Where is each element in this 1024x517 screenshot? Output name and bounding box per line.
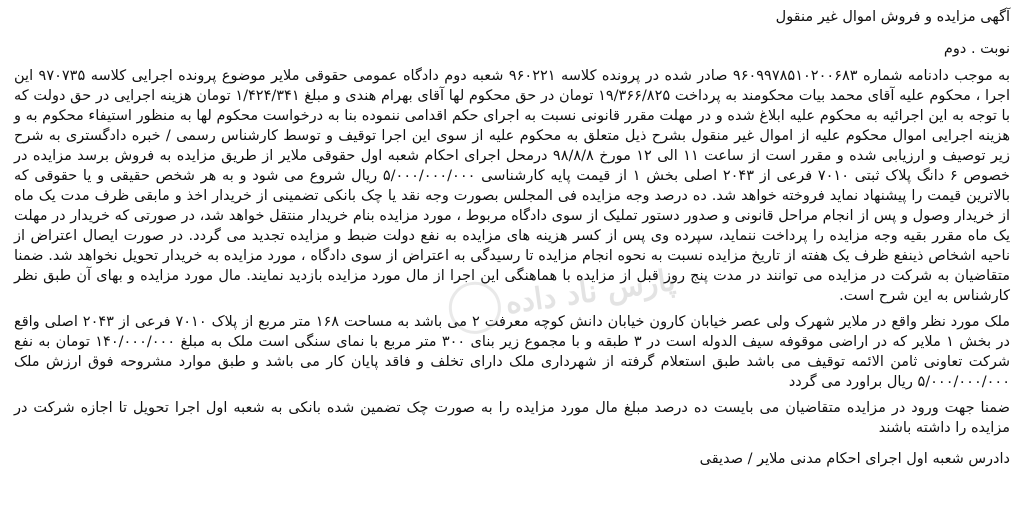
notice-title: آگهی مزایده و فروش اموال غیر منقول [775,9,1010,25]
notice-paragraph-property: ملک مورد نظر واقع در ملایر شهرک ولی عصر خیابان کارون خیابان دانش کوچه معرفت ۲ می باشد به مساحت ۱۶۸ متر مربع از پلاک ۷۰۱۰ فرعی از ۲۰۴۳ اصلی واقع در بخش ۱ ملایر که در اراضی موقوفه سیف الدوله است در ۳ طبقه و با مجموع زیر بنای ۳۰۰ متر مربع با نمای سنگی است ملک به مبلغ ۱۴۰/۰۰۰/۰۰۰ تومان به نفع شرکت تعاونی ثامن الائمه توقیف می باشد طبق استعلام گرفته از شهرداری ملک دارای تخلف و فاقد پایان کار می باشد و طبق موارد مشروحه فوق ارزش ملک ۵/۰۰۰/۰۰۰/۰۰۰ ریال براورد می گردد [14,314,1011,390]
notice-paragraph-deposit: ضمنا جهت ورود در مزایده متقاضیان می بایست ده درصد مبلغ مال مورد مزایده را به صورت چک تضمین شده بانکی به شعبه اول اجرا تحویل تا اجازه شرکت در مزایده را داشته باشند [14,400,1010,436]
watermark-text: پارس ناد داده [503,262,678,321]
notice-signature: دادرس شعبه اول اجرای احکام مدنی ملایر / صدیقی [699,451,1010,467]
notice-round: نوبت . دوم [943,41,1010,57]
notice-paragraph-main: به موجب دادنامه شماره ۹۶۰۹۹۷۸۵۱۰۲۰۰۶۸۳ صادر شده در پرونده کلاسه ۹۶۰۲۲۱ شعبه دوم دادگاه عمومی حقوقی ملایر موضوع پرونده اجرایی کلاسه ۹۷۰۷۳۵ این اجرا ، محکوم علیه آقای محمد بیات محکومند به پرداخت ۱۹/۳۶۶/۸۲۵ تومان در حق محکوم لها آقای بهرام هندی و مبلغ ۱/۴۲۴/۳۴۱ تومان هزینه اجرایی در حق دولت که با توجه به این اجرائیه به محکوم علیه ابلاغ شده و در مهلت مقرر قانونی نسبت به اجرای حکم اقدامی ننموده بنا به درخواست محکوم لها به منظور استیفاء محکوم به و هزینه اجرایی اموال محکوم علیه از اموال غیر منقول بشرح ذیل متعلق به محکوم علیه از سوی این اجرا توقیف و توسط کارشناس رسمی / خبره دادگستری به شرح زیر توصیف و ارزیابی شده و مقرر است از ساعت ۱۱ الی ۱۲ مورخ ۹۸/۸/۸ درمحل اجرای احکام شعبه اول حقوقی ملایر از طریق مزایده به فروش برسد مزایده در خصوص ۶ دانگ پلاک ثبتی ۷۰۱۰ فرعی از ۲۰۴۳ اصلی بخش ۱ از قیمت پایه کارشناسی ۵/۰۰۰/۰۰۰/۰۰۰ ریال شروع می شود و به هر شخص حقیقی و یا حقوقی که بالاترین قیمت را پیشنهاد نماید فروخته خواهد شد. ده درصد وجه مزایده فی المجلس بصورت وجه نقد یا چک بانکی تضمینی از خریدار اخذ و مابقی ظرف مدت یک ماه از خریدار وصول و پس از انجام مراحل قانونی و صدور دستور تملیک از سوی دادگاه مربوط ، مورد مزایده بنام خریدار منتقل خواهد شد، در صورتی که خریدار در مهلت یک ماه مقرر بقیه وجه مزایده را پرداخت ننماید، سپرده وی پس از کسر هزینه های مزایده به نفع دولت ضبط و مزایده تجدید می گردد. در صورت ایصال اعتراض از ناحیه اشخاص ذینفع ظرف یک هفته از تاریخ مزایده نسبت به نحوه انجام مزایده تا رسیدگی به اعتراض از سوی دادگاه ، مورد مزایده به خریدار تحویل نخواهد شد. ضمنا متقاضیان به شرکت در مزایده می توانند در مدت پنج روز قبل از مزایده با هماهنگی این اجرا از مال مورد مزایده بازدید نمایند. مال مورد مزایده و بهای آن طبق نظر کارشناس به این شرح است. [14,68,1010,304]
